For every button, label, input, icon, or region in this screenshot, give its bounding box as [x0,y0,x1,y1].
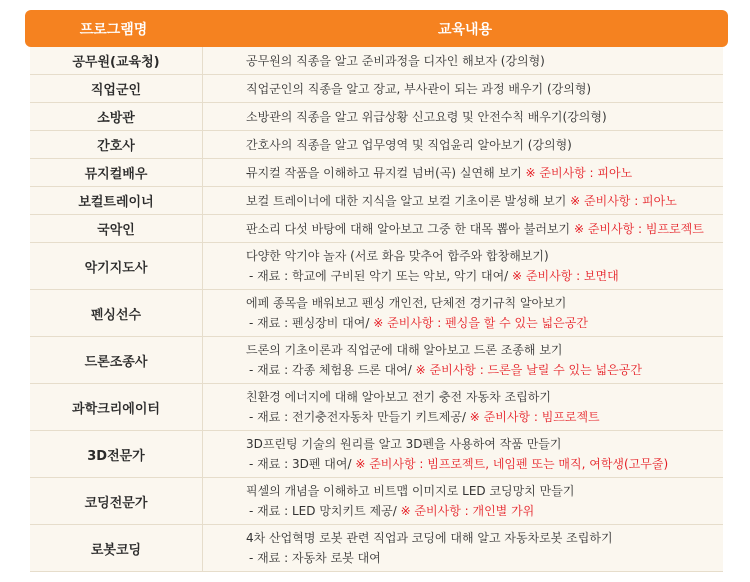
preparation-note: ※ 준비사항 : 펜싱을 할 수 있는 넓은공간 [373,316,588,330]
description-text: 드론의 기초이론과 직업군에 대해 알아보고 드론 조종해 보기 [246,343,563,357]
description-text: 픽셀의 개념을 이해하고 비트맵 이미지로 LED 코딩망치 만들기 [246,484,575,498]
description-text: 친환경 에너지에 대해 알아보고 전기 충전 자동차 조립하기 [246,390,551,404]
materials-text: - 재료 : 자동차 로봇 대여 [249,551,381,565]
program-description [203,478,723,524]
program-name: 소방관 [30,103,203,130]
table-row [30,478,723,525]
table-row [30,103,723,131]
program-description [203,131,723,158]
program-table [25,10,728,572]
materials-text: - 재료 : 전기충전자동차 만들기 키트제공/ [249,410,470,424]
materials-text: - 재료 : 3D펜 대여/ [249,457,356,471]
program-name: 직업군인 [30,75,203,102]
program-description [203,243,723,289]
table-row [30,47,723,75]
program-name: 과학크리에이터 [30,384,203,430]
program-description [203,103,723,130]
description-text: 판소리 다섯 바탕에 대해 알아보고 그중 한 대목 뽑아 불러보기 [246,221,574,236]
description-text: 에페 종목을 배워보고 펜싱 개인전, 단체전 경기규칙 알아보기 [246,296,567,310]
program-name: 드론조종사 [30,337,203,383]
program-name: 국악인 [30,215,203,242]
table-header [25,10,728,47]
preparation-note: ※ 준비사항 : 피아노 [570,193,677,208]
description-text: 직업군인의 직종을 알고 장교, 부사관이 되는 과정 배우기 (강의형) [246,81,592,96]
materials-text: - 재료 : 각종 체험용 드론 대여/ [249,363,416,377]
description-text: 보컬 트레이너에 대한 지식을 알고 보컬 기초이론 발성해 보기 [246,193,571,208]
preparation-note: ※ 준비사항 : 빔프로젝트, 네임펜 또는 매직, 여학생(고무줄) [355,457,669,471]
table-row [30,290,723,337]
program-description [203,47,723,74]
program-name: 코딩전문가 [30,478,203,524]
header-education-content: 교육내용 [437,21,493,38]
table-row [30,384,723,431]
program-name: 악기지도사 [30,243,203,289]
materials-text: - 재료 : LED 망치키트 제공/ [249,504,401,518]
program-name: 뮤지컬배우 [30,159,203,186]
preparation-note: ※ 준비사항 : 빔프로젝트 [573,221,704,236]
description-text: 4차 산업혁명 로봇 관련 직업과 코딩에 대해 알고 자동차로봇 조립하기 [246,531,613,545]
description-text: 소방관의 직종을 알고 위급상황 신고요령 및 안전수칙 배우기(강의형) [246,109,607,124]
preparation-note: ※ 준비사항 : 개인별 가위 [400,504,535,518]
materials-text: - 재료 : 펜싱장비 대여/ [249,316,374,330]
description-text: 3D프린팅 기술의 원리를 알고 3D펜을 사용하여 작품 만들기 [246,437,562,451]
program-description [203,431,723,477]
program-description [203,159,723,186]
program-description [203,290,723,336]
header-program-name: 프로그램명 [79,21,148,38]
table-row [30,131,723,159]
table-row [30,159,723,187]
table-row [30,243,723,290]
preparation-note: ※ 준비사항 : 보면대 [512,269,619,283]
program-description [203,337,723,383]
program-description [203,187,723,214]
table-row [30,215,723,243]
program-name: 간호사 [30,131,203,158]
preparation-note: ※ 준비사항 : 피아노 [525,165,633,180]
materials-text: - 재료 : 학교에 구비된 악기 또는 악보, 악기 대여/ [249,269,513,283]
preparation-note: ※ 준비사항 : 빔프로젝트 [469,410,600,424]
program-name: 로봇코딩 [30,525,203,571]
table-body [30,47,723,572]
program-name: 3D전문가 [30,431,203,477]
program-description [203,384,723,430]
table-row [30,337,723,384]
description-text: 다양한 악기야 놀자 (서로 화음 맞추어 합주와 합창해보기) [246,249,549,263]
program-name: 공무원(교육청) [30,47,203,74]
table-row [30,525,723,572]
program-name: 펜싱선수 [30,290,203,336]
program-description [203,75,723,102]
table-row [30,187,723,215]
description-text: 뮤지컬 작품을 이해하고 뮤지컬 넘버(곡) 실연해 보기 [246,165,526,180]
description-text: 간호사의 직종을 알고 업무영역 및 직업윤리 알아보기 (강의형) [246,137,572,152]
description-text: 공무원의 직종을 알고 준비과정을 디자인 해보자 (강의형) [246,53,545,68]
program-description [203,215,723,242]
program-name: 보컬트레이너 [30,187,203,214]
program-description [203,525,723,571]
table-row [30,75,723,103]
preparation-note: ※ 준비사항 : 드론을 날릴 수 있는 넓은공간 [415,363,642,377]
table-row [30,431,723,478]
